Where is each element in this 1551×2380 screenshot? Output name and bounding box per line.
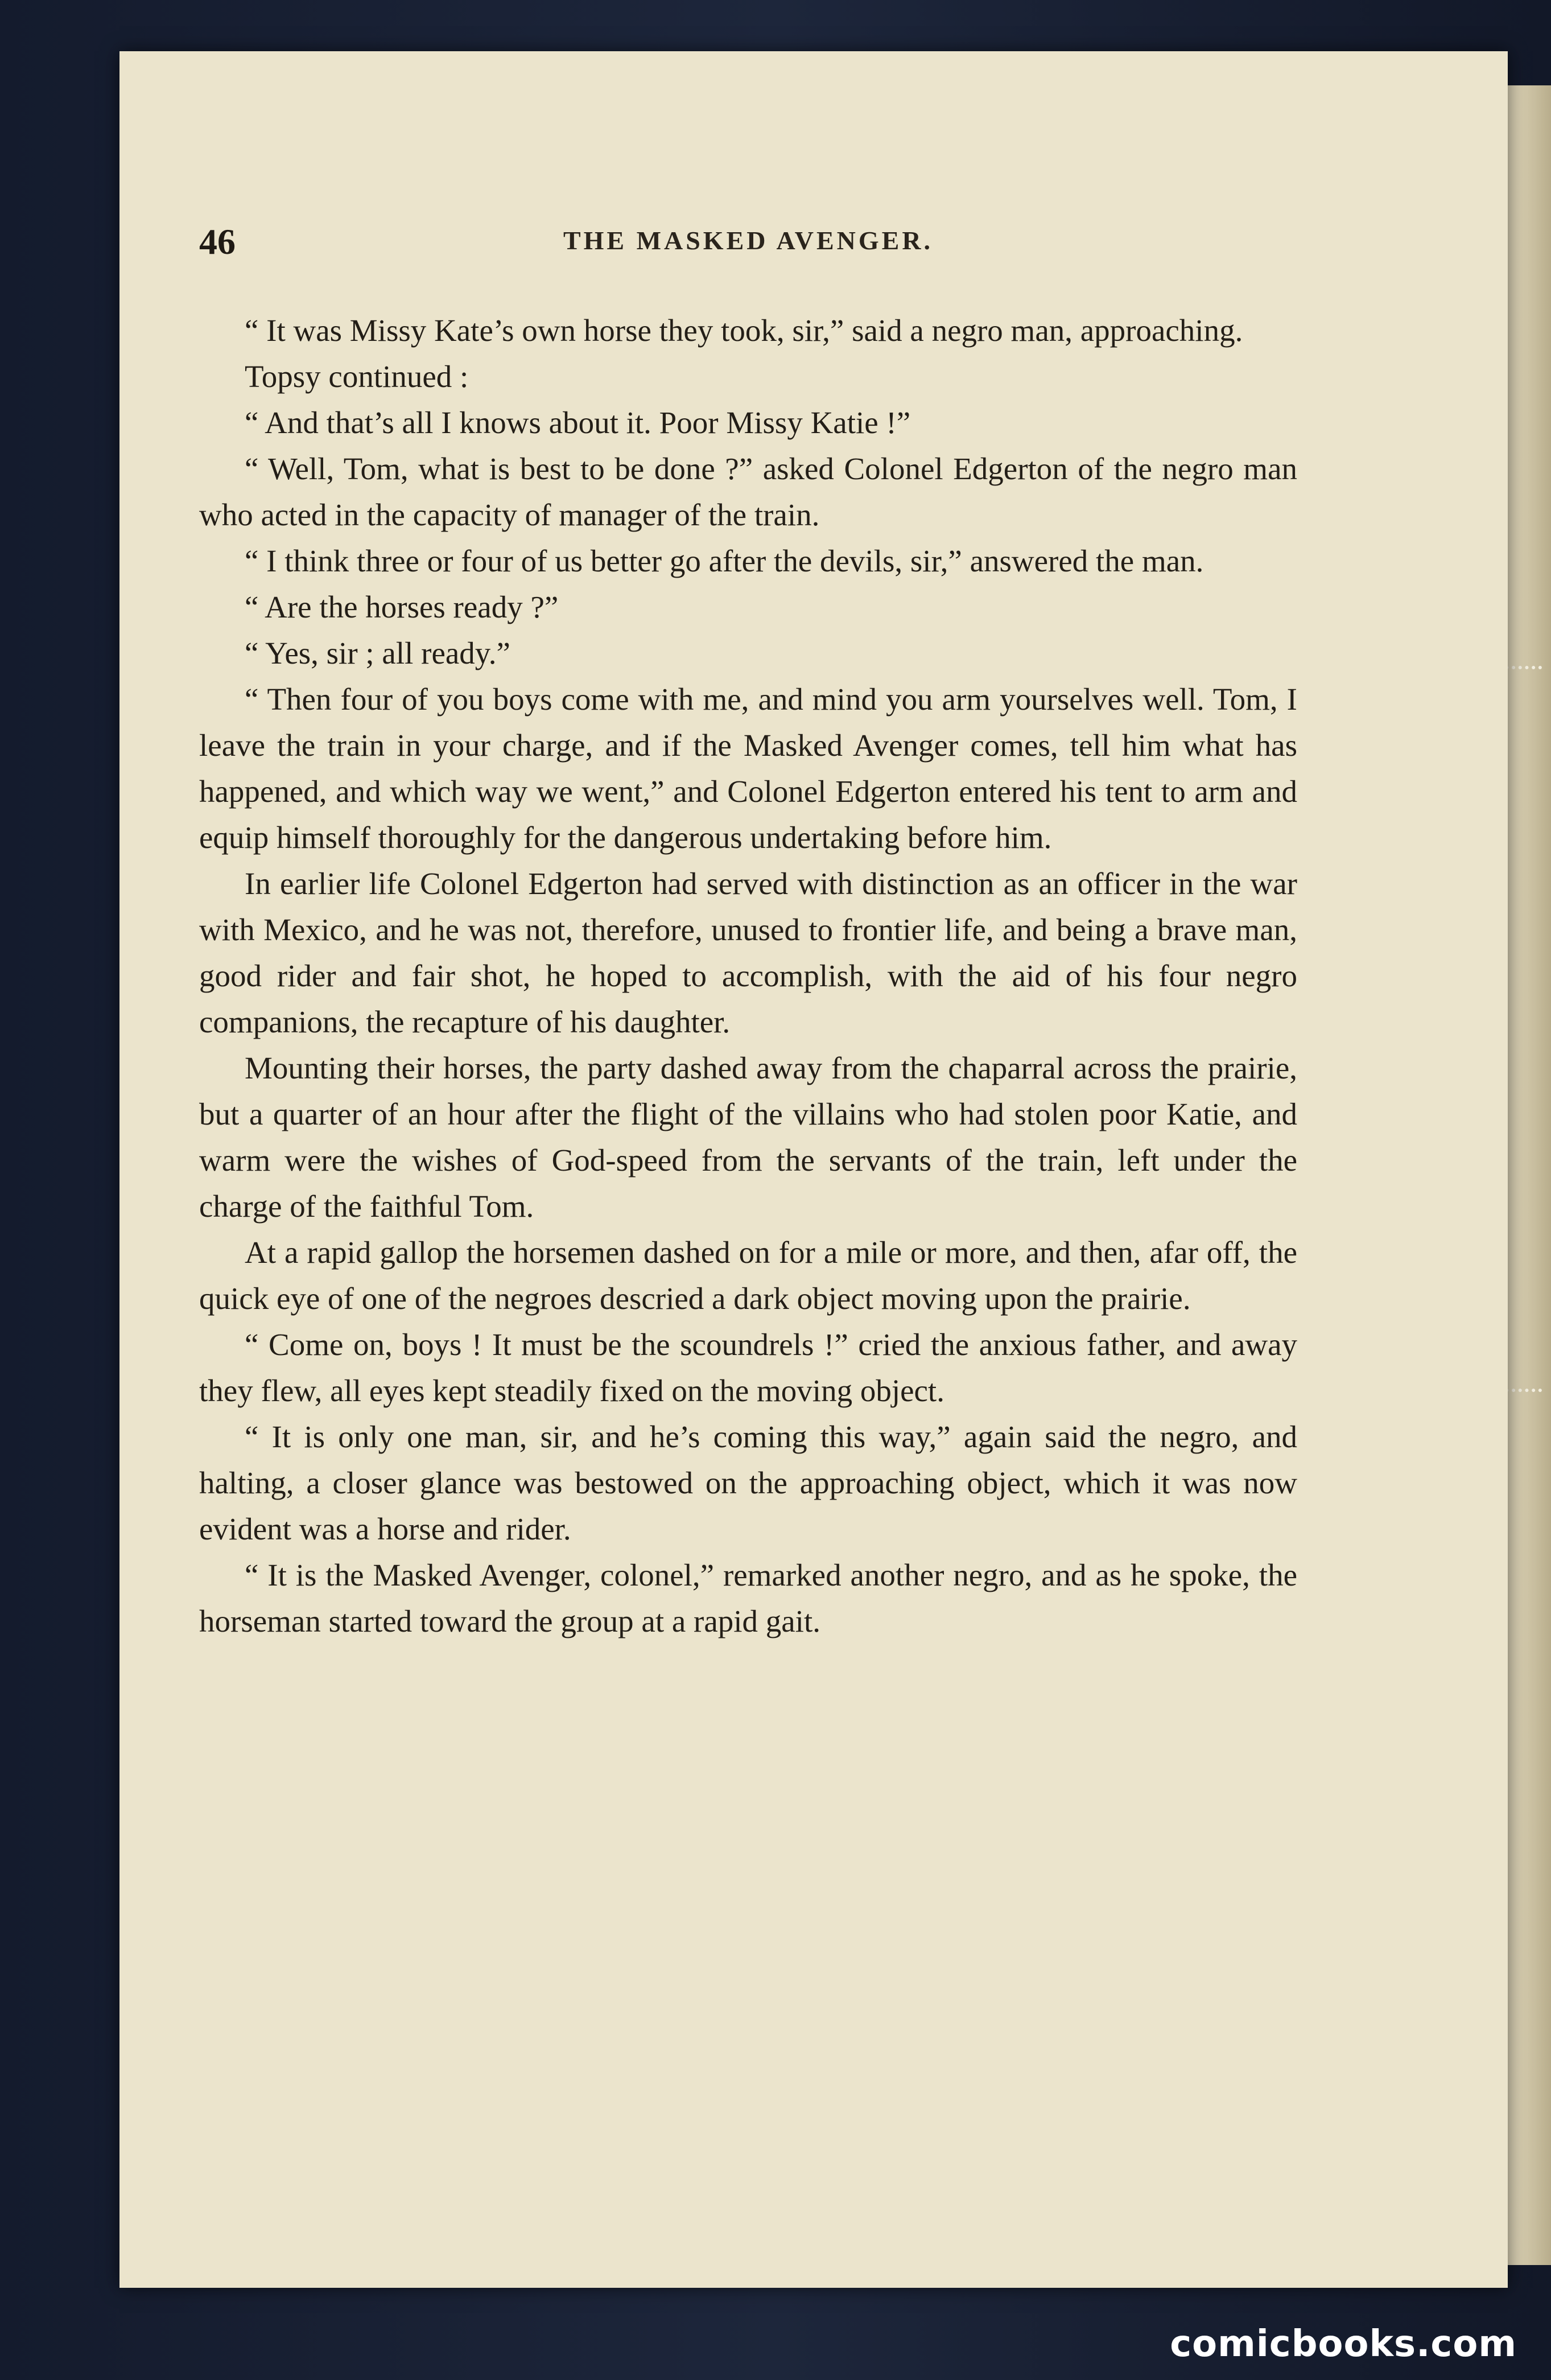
body-text [199,307,1297,1644]
paragraph: “ It was Missy Kate’s own horse they took, sir,” said a negro man, approaching. [245,313,1243,348]
paragraph: “ I think three or four of us better go after the devils, sir,” answered the man. [245,543,1204,578]
watermark: comicbooks.com [1170,2323,1517,2365]
paragraph: “ Come on, boys ! It must be the scoundrels !” cried the anxious father, and away they flew, all eyes kept steadily fixed on the moving object. [199,1327,1297,1408]
paragraph: “ Then four of you boys come with me, and mind you arm yourselves well. Tom, I leave the train in your charge, and if the Masked Avenger comes, tell him what has happened, and which way we went,” and Colonel Edgerton entered his tent to arm and equip himself thoroughly for the dangerous undertaking before him. [199,682,1297,855]
paragraph: “ Are the horses ready ?” [245,590,559,624]
paragraph: “ It is the Masked Avenger, colonel,” remarked another negro, and as he spoke, the horseman started toward the group at a rapid gait. [199,1558,1297,1638]
paragraph: “ Well, Tom, what is best to be done ?” asked Colonel Edgerton of the negro man who acted in the capacity of manager of the train. [199,451,1297,532]
paragraph: Mounting their horses, the party dashed away from the chaparral across the prairie, but a quarter of an hour after the flight of the villains who had stolen poor Katie, and warm were the wishes of God-speed from the servants of the train, left under the charge of the faithful Tom. [199,1051,1297,1224]
paragraph: In earlier life Colonel Edgerton had served with distinction as an officer in the war with Mexico, and he was not, therefore, unused to frontier life, and being a brave man, good rider and fair shot, he hoped to accomplish, with the aid of his four negro companions, the recapture of his daughter. [199,866,1297,1039]
page-number: 46 [199,221,236,262]
paragraph: “ Yes, sir ; all ready.” [245,636,510,670]
paragraph: “ It is only one man, sir, and he’s coming this way,” again said the negro, and halting, a closer glance was bestowed on the approaching object, which it was now evident was a horse and rider. [199,1419,1297,1546]
page-header [199,221,1297,266]
paragraph: At a rapid gallop the horsemen dashed on for a mile or more, and then, afar off, the quick eye of one of the negroes descried a dark object moving upon the prairie. [199,1235,1297,1316]
paragraph: “ And that’s all I knows about it. Poor Missy Katie !” [245,405,911,440]
running-head: THE MASKED AVENGER. [563,226,934,255]
paragraph: Topsy continued : [245,359,469,394]
